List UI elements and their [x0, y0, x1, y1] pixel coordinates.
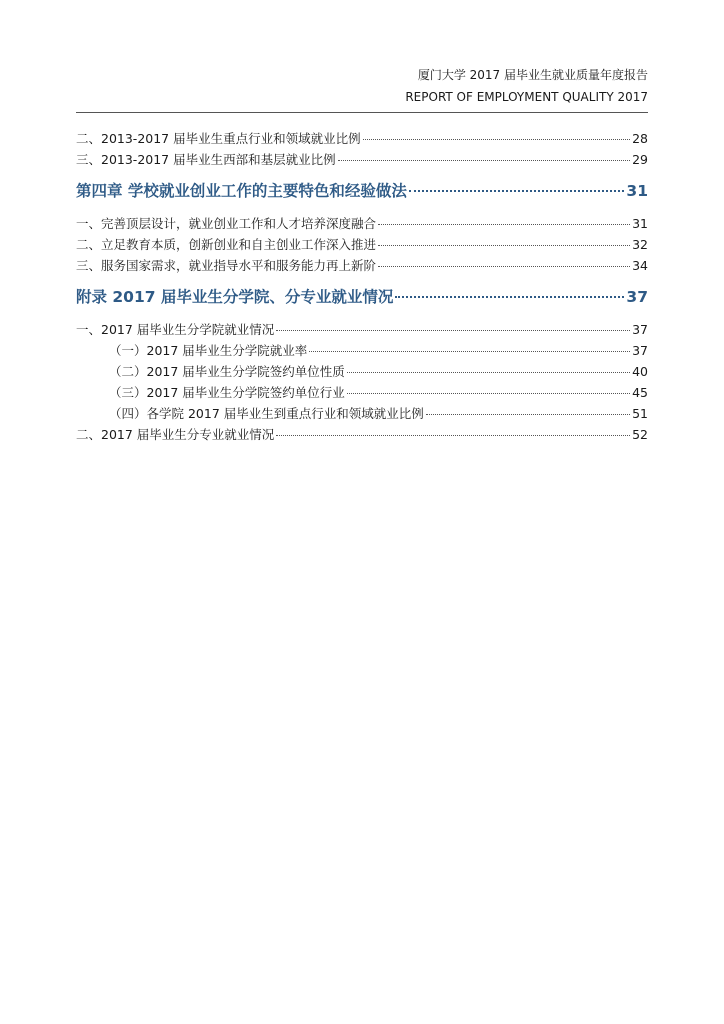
header-title-en: REPORT OF EMPLOYMENT QUALITY 2017 — [405, 90, 648, 104]
toc-entry-title: 一、完善顶层设计，就业创业工作和人才培养深度融合 — [76, 216, 377, 231]
dot-leader — [395, 296, 624, 298]
toc-entry-title: （三）2017 届毕业生分学院签约单位行业 — [109, 385, 345, 400]
toc-entry-title: 二、2017 届毕业生分专业就业情况 — [76, 427, 275, 442]
toc-entry-page-number: 40 — [632, 364, 648, 379]
dot-leader — [276, 330, 630, 331]
toc-entry-title: 第四章 学校就业创业工作的主要特色和经验做法 — [76, 182, 407, 200]
toc-entry-page-number: 37 — [632, 322, 648, 337]
toc-entry-page-number: 29 — [632, 152, 648, 167]
toc-entry-page-number: 34 — [632, 258, 648, 273]
toc-entry-title: （二）2017 届毕业生分学院签约单位性质 — [109, 364, 345, 379]
toc-entry-title: 二、立足教育本质，创新创业和自主创业工作深入推进 — [76, 237, 377, 252]
dot-leader — [378, 245, 630, 246]
toc-entry[interactable] — [76, 403, 648, 424]
toc-entry[interactable] — [76, 340, 648, 361]
toc-entry[interactable] — [76, 361, 648, 382]
toc-entry-page-number: 31 — [626, 182, 648, 200]
dot-leader — [309, 351, 630, 352]
table-of-contents — [76, 128, 648, 445]
toc-entry-page-number: 31 — [632, 216, 648, 231]
dot-leader — [363, 139, 630, 140]
toc-entry[interactable] — [76, 149, 648, 170]
toc-entry[interactable] — [76, 128, 648, 149]
toc-entry[interactable] — [76, 382, 648, 403]
dot-leader — [338, 160, 630, 161]
toc-entry-page-number: 32 — [632, 237, 648, 252]
dot-leader — [426, 414, 630, 415]
toc-entry[interactable] — [76, 255, 648, 276]
toc-entry-title: （四）各学院 2017 届毕业生到重点行业和领域就业比例 — [109, 406, 424, 421]
toc-entry-page-number: 45 — [632, 385, 648, 400]
dot-leader — [347, 372, 630, 373]
toc-entry-title: 三、服务国家需求，就业指导水平和服务能力再上新阶 — [76, 258, 377, 273]
toc-entry[interactable] — [76, 424, 648, 445]
dot-leader — [276, 435, 630, 436]
dot-leader — [378, 224, 630, 225]
dot-leader — [409, 190, 625, 192]
toc-entry-title: 二、2013-2017 届毕业生重点行业和领域就业比例 — [76, 131, 361, 146]
toc-entry-title: （一）2017 届毕业生分学院就业率 — [109, 343, 308, 358]
toc-entry-title: 附录 2017 届毕业生分学院、分专业就业情况 — [76, 288, 394, 306]
toc-entry-page-number: 28 — [632, 131, 648, 146]
toc-chapter-entry[interactable] — [76, 281, 648, 313]
toc-entry-title: 一、2017 届毕业生分学院就业情况 — [76, 322, 275, 337]
dot-leader — [347, 393, 630, 394]
toc-entry-page-number: 52 — [632, 427, 648, 442]
page-header — [405, 64, 648, 108]
toc-entry[interactable] — [76, 234, 648, 255]
toc-entry[interactable] — [76, 319, 648, 340]
toc-entry-page-number: 37 — [632, 343, 648, 358]
header-title-cn: 厦门大学 2017 届毕业生就业质量年度报告 — [417, 68, 648, 82]
dot-leader — [378, 266, 630, 267]
toc-entry[interactable] — [76, 213, 648, 234]
toc-entry-page-number: 51 — [632, 406, 648, 421]
header-divider — [76, 112, 648, 113]
toc-chapter-entry[interactable] — [76, 175, 648, 207]
toc-entry-page-number: 37 — [626, 288, 648, 306]
toc-entry-title: 三、2013-2017 届毕业生西部和基层就业比例 — [76, 152, 336, 167]
